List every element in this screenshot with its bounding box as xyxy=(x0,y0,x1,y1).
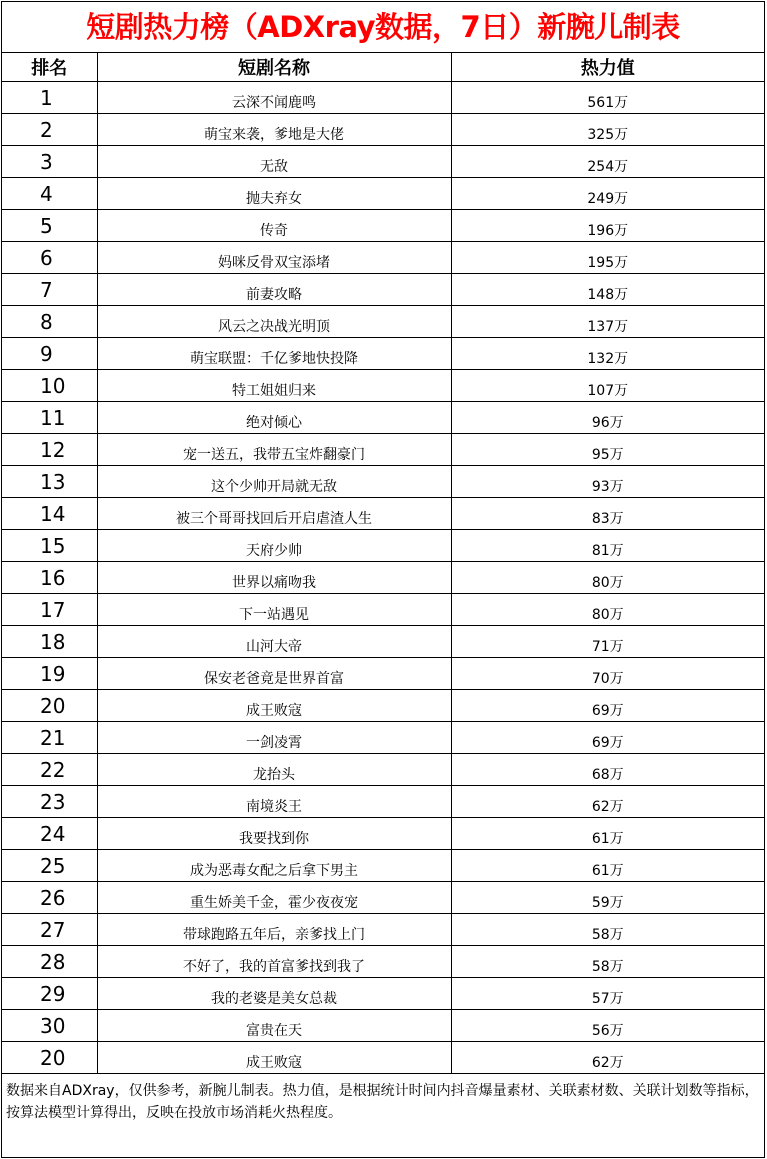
name-cell: 不好了，我的首富爹找到我了 xyxy=(97,946,451,978)
sheet-title: 短剧热力榜（ADXray数据，7日）新腕儿制表 xyxy=(2,2,764,53)
table-row xyxy=(2,978,764,1010)
header-name: 短剧名称 xyxy=(97,53,451,82)
rank-cell: 9 xyxy=(2,338,97,370)
heat-cell: 57万 xyxy=(451,978,764,1010)
rank-cell: 29 xyxy=(2,978,97,1010)
table-row xyxy=(2,850,764,882)
heat-cell: 249万 xyxy=(451,178,764,210)
name-cell: 一剑凌霄 xyxy=(97,722,451,754)
rank-cell: 8 xyxy=(2,306,97,338)
heat-cell: 62万 xyxy=(451,1042,764,1074)
name-cell: 下一站遇见 xyxy=(97,594,451,626)
heat-cell: 62万 xyxy=(451,786,764,818)
name-cell: 绝对倾心 xyxy=(97,402,451,434)
heat-cell: 56万 xyxy=(451,1010,764,1042)
rank-cell: 30 xyxy=(2,1010,97,1042)
name-cell: 特工姐姐归来 xyxy=(97,370,451,402)
heat-cell: 254万 xyxy=(451,146,764,178)
heat-cell: 96万 xyxy=(451,402,764,434)
name-cell: 南境炎王 xyxy=(97,786,451,818)
rank-cell: 14 xyxy=(2,498,97,530)
table-row xyxy=(2,338,764,370)
rank-cell: 15 xyxy=(2,530,97,562)
heat-cell: 69万 xyxy=(451,690,764,722)
rank-cell: 22 xyxy=(2,754,97,786)
name-cell: 成为恶毒女配之后拿下男主 xyxy=(97,850,451,882)
heat-cell: 70万 xyxy=(451,658,764,690)
rank-cell: 18 xyxy=(2,626,97,658)
table-row xyxy=(2,178,764,210)
name-cell: 天府少帅 xyxy=(97,530,451,562)
heat-cell: 195万 xyxy=(451,242,764,274)
rank-cell: 10 xyxy=(2,370,97,402)
table-row xyxy=(2,242,764,274)
table-row xyxy=(2,306,764,338)
rank-cell: 20 xyxy=(2,1042,97,1074)
rank-cell: 11 xyxy=(2,402,97,434)
heat-cell: 58万 xyxy=(451,946,764,978)
table-row xyxy=(2,498,764,530)
rank-cell: 16 xyxy=(2,562,97,594)
heat-cell: 95万 xyxy=(451,434,764,466)
name-cell: 成王败寇 xyxy=(97,1042,451,1074)
heat-cell: 148万 xyxy=(451,274,764,306)
name-cell: 这个少帅开局就无敌 xyxy=(97,466,451,498)
name-cell: 无敌 xyxy=(97,146,451,178)
heat-cell: 61万 xyxy=(451,850,764,882)
rank-cell: 5 xyxy=(2,210,97,242)
table-row xyxy=(2,722,764,754)
heat-cell: 93万 xyxy=(451,466,764,498)
rank-cell: 3 xyxy=(2,146,97,178)
rank-cell: 19 xyxy=(2,658,97,690)
heat-cell: 80万 xyxy=(451,594,764,626)
table-row xyxy=(2,626,764,658)
table-row xyxy=(2,786,764,818)
rank-cell: 12 xyxy=(2,434,97,466)
rank-cell: 17 xyxy=(2,594,97,626)
header-rank: 排名 xyxy=(2,53,97,82)
name-cell: 抛夫弃女 xyxy=(97,178,451,210)
table-row xyxy=(2,1042,764,1074)
name-cell: 我的老婆是美女总裁 xyxy=(97,978,451,1010)
name-cell: 风云之决战光明顶 xyxy=(97,306,451,338)
footer-note: 数据来自ADXray，仅供参考，新腕儿制表。热力值，是根据统计时间内抖音爆量素材、关联素材数、关联计划数等指标，按算法模型计算得出，反映在投放市场消耗火热程度。 xyxy=(6,1083,759,1121)
name-cell: 我要找到你 xyxy=(97,818,451,850)
table-row xyxy=(2,818,764,850)
table-row xyxy=(2,946,764,978)
table-row xyxy=(2,402,764,434)
name-cell: 传奇 xyxy=(97,210,451,242)
name-cell: 带球跑路五年后，亲爹找上门 xyxy=(97,914,451,946)
heat-cell: 196万 xyxy=(451,210,764,242)
table-row xyxy=(2,370,764,402)
heat-cell: 561万 xyxy=(451,82,764,114)
table-row xyxy=(2,466,764,498)
heat-cell: 137万 xyxy=(451,306,764,338)
rank-cell: 2 xyxy=(2,114,97,146)
table-row xyxy=(2,562,764,594)
heat-cell: 132万 xyxy=(451,338,764,370)
table-row xyxy=(2,146,764,178)
name-cell: 山河大帝 xyxy=(97,626,451,658)
heat-cell: 71万 xyxy=(451,626,764,658)
rank-cell: 21 xyxy=(2,722,97,754)
rank-cell: 24 xyxy=(2,818,97,850)
ranking-table xyxy=(2,53,764,1074)
name-cell: 被三个哥哥找回后开启虐渣人生 xyxy=(97,498,451,530)
table-row xyxy=(2,530,764,562)
table-row xyxy=(2,114,764,146)
rank-cell: 7 xyxy=(2,274,97,306)
rank-cell: 4 xyxy=(2,178,97,210)
rank-cell: 13 xyxy=(2,466,97,498)
rank-cell: 23 xyxy=(2,786,97,818)
name-cell: 萌宝来袭，爹地是大佬 xyxy=(97,114,451,146)
name-cell: 云深不闻鹿鸣 xyxy=(97,82,451,114)
heat-cell: 83万 xyxy=(451,498,764,530)
rank-cell: 28 xyxy=(2,946,97,978)
name-cell: 富贵在天 xyxy=(97,1010,451,1042)
heat-cell: 59万 xyxy=(451,882,764,914)
heat-cell: 58万 xyxy=(451,914,764,946)
table-row xyxy=(2,1010,764,1042)
rank-cell: 6 xyxy=(2,242,97,274)
heat-cell: 61万 xyxy=(451,818,764,850)
name-cell: 世界以痛吻我 xyxy=(97,562,451,594)
name-cell: 宠一送五，我带五宝炸翻豪门 xyxy=(97,434,451,466)
rank-cell: 1 xyxy=(2,82,97,114)
ranking-sheet xyxy=(1,1,765,1158)
rank-cell: 20 xyxy=(2,690,97,722)
name-cell: 前妻攻略 xyxy=(97,274,451,306)
name-cell: 成王败寇 xyxy=(97,690,451,722)
table-row xyxy=(2,754,764,786)
table-row xyxy=(2,594,764,626)
rank-cell: 26 xyxy=(2,882,97,914)
table-row xyxy=(2,210,764,242)
heat-cell: 68万 xyxy=(451,754,764,786)
table-row xyxy=(2,274,764,306)
table-row xyxy=(2,690,764,722)
table-row xyxy=(2,882,764,914)
table-row xyxy=(2,914,764,946)
header-heat: 热力值 xyxy=(451,53,764,82)
table-header-row xyxy=(2,53,764,82)
name-cell: 萌宝联盟：千亿爹地快投降 xyxy=(97,338,451,370)
name-cell: 重生娇美千金，霍少夜夜宠 xyxy=(97,882,451,914)
heat-cell: 80万 xyxy=(451,562,764,594)
name-cell: 妈咪反骨双宝添堵 xyxy=(97,242,451,274)
table-row xyxy=(2,434,764,466)
heat-cell: 69万 xyxy=(451,722,764,754)
rank-cell: 27 xyxy=(2,914,97,946)
name-cell: 保安老爸竟是世界首富 xyxy=(97,658,451,690)
heat-cell: 107万 xyxy=(451,370,764,402)
table-row xyxy=(2,82,764,114)
name-cell: 龙抬头 xyxy=(97,754,451,786)
table-body xyxy=(2,82,764,1074)
table-row xyxy=(2,658,764,690)
heat-cell: 325万 xyxy=(451,114,764,146)
heat-cell: 81万 xyxy=(451,530,764,562)
rank-cell: 25 xyxy=(2,850,97,882)
